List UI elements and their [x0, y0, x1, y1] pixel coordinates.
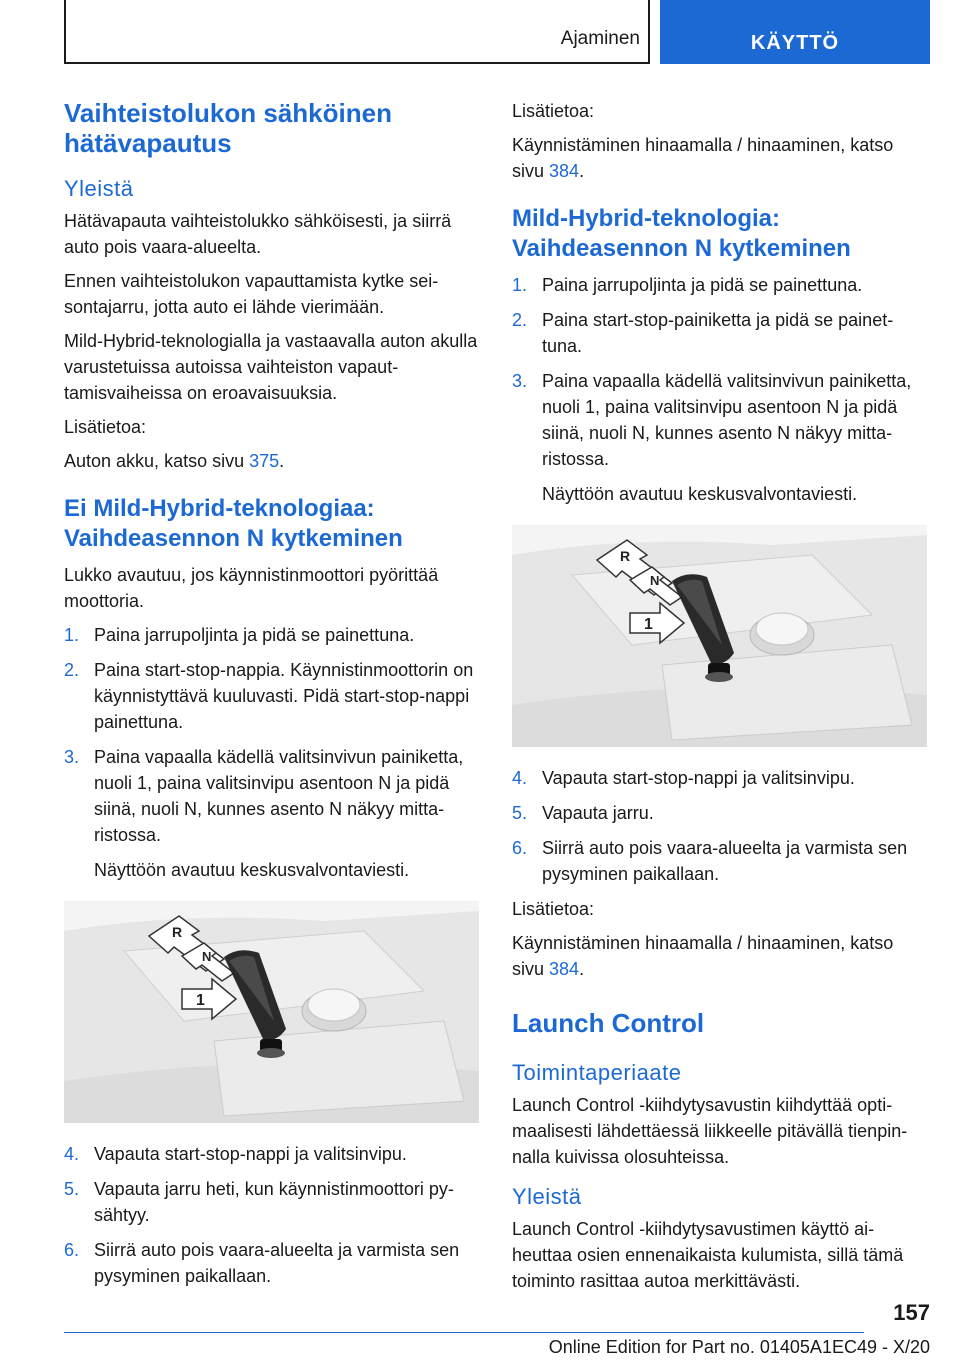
subheading-general: Yleistä	[512, 1184, 582, 1209]
info-text: Käynnistäminen hinaamalla / hinaaminen, katso sivu	[512, 933, 894, 979]
page-link-375[interactable]: 375	[249, 451, 280, 471]
label-n: N	[650, 573, 660, 588]
section-title: Vaihteistolukon sähköinen hätävapautus	[64, 98, 392, 158]
gear-selector-illustration	[64, 901, 479, 1123]
page-number: 157	[893, 1300, 930, 1325]
steps-list	[512, 765, 927, 887]
label-r: R	[620, 548, 631, 564]
list-item: 2. Paina start-stop-nappia. Käynnistinmoottorin on käynnistyttävä kuuluvasti. Pidä start-stop-nappi painettuna.	[64, 660, 474, 732]
info-end: .	[579, 161, 585, 181]
paragraph: Hätävapauta vaihteistolukko sähköisesti, ja siirrä auto pois vaara-alueelta.	[64, 211, 452, 257]
paragraph: Launch Control -kiihdytysavustin kiihdyttää opti-maalisesti lähdettäessä liikkeelle pitävällä tienpin-nalla kuivissa olosuhteissa.	[512, 1095, 908, 1167]
paragraph: Ennen vaihteistolukon vapauttamista kytke sei-sontajarru, jotta auto ei lähde vierimään.	[64, 271, 439, 317]
info-end: .	[579, 959, 585, 979]
list-item: 1. Paina jarrupoljinta ja pidä se painettuna.	[64, 625, 415, 645]
list-item: 6. Siirrä auto pois vaara-alueelta ja varmista sen pysyminen paikallaan.	[512, 838, 908, 884]
list-item: 1. Paina jarrupoljinta ja pidä se painettuna.	[512, 275, 863, 295]
footer-rule	[64, 1332, 864, 1333]
info-label: Lisätietoa:	[512, 101, 595, 121]
info-reference	[512, 930, 927, 982]
gear-selector-drawing	[64, 901, 479, 1123]
header-section-title: Ajaminen	[560, 28, 640, 49]
gear-selector-drawing	[512, 525, 927, 747]
section-intro: Lukko avautuu, jos käynnistinmoottori pyörittää moottoria.	[64, 565, 439, 611]
label-1: 1	[196, 992, 205, 1009]
list-item: 4. Vapauta start-stop-nappi ja valitsinvipu.	[512, 768, 855, 788]
section-heading: Ei Mild-Hybrid-teknologiaa: Vaihdeasennon N kytkeminen	[64, 495, 403, 552]
subheading-general: Yleistä	[64, 176, 134, 201]
launch-control-title: Launch Control	[512, 1008, 705, 1038]
list-item: 2. Paina start-stop-painiketta ja pidä se painet-tuna.	[512, 310, 894, 356]
info-reference	[512, 132, 927, 184]
page-link-384[interactable]: 384	[549, 161, 580, 181]
steps-list	[64, 622, 479, 883]
paragraph: Launch Control -kiihdytysavustimen käyttö ai-heuttaa osien ennenaikaista kulumista, sillä tämä toiminto rasittaa autoa merkittävästi.	[512, 1219, 904, 1291]
paragraph: Mild-Hybrid-teknologialla ja vastaavalla auton akulla varustetuissa autoissa vaihteiston vapaut-tamisvaiheissa on eroavaisuuksia.	[64, 331, 478, 403]
gear-selector-illustration	[512, 525, 927, 747]
edition-note: Online Edition for Part no. 01405A1EC49 - X/20	[548, 1337, 930, 1357]
steps-list	[64, 1141, 479, 1289]
header-chapter-tab: KÄYTTÖ	[660, 0, 930, 64]
info-reference	[64, 448, 479, 474]
list-item: 3. Paina vapaalla kädellä valitsinvivun painiketta, nuoli 1, paina valitsinvipu asentoon N ja pidä siinä, nuoli N, kunnes asento N näkyy mitta-ristossa. Näyttöön avautuu keskusvalvontaviesti.	[512, 368, 927, 507]
left-column	[64, 98, 479, 1298]
list-item: 3. Paina vapaalla kädellä valitsinvivun painiketta, nuoli 1, paina valitsinvipu asentoon N ja pidä siinä, nuoli N, kunnes asento N näkyy mitta-ristossa. Näyttöön avautuu keskusvalvontaviesti.	[64, 744, 479, 883]
list-item: 5. Vapauta jarru.	[512, 803, 654, 823]
steps-list	[512, 272, 927, 507]
page-header	[64, 0, 930, 66]
right-column	[512, 98, 927, 1302]
label-n: N	[202, 949, 212, 964]
info-label: Lisätietoa:	[64, 417, 147, 437]
label-r: R	[172, 924, 183, 940]
page-link-384[interactable]: 384	[549, 959, 580, 979]
list-item: 4. Vapauta start-stop-nappi ja valitsinvipu.	[64, 1144, 407, 1164]
list-item: 5. Vapauta jarru heti, kun käynnistinmoottori py-sähtyy.	[64, 1179, 454, 1225]
info-end: .	[279, 451, 285, 471]
subheading-principle: Toimintaperiaate	[512, 1060, 682, 1085]
section-heading: Mild-Hybrid-teknologia: Vaihdeasennon N kytkeminen	[512, 205, 851, 262]
list-item-note: Näyttöön avautuu keskusvalvontaviesti.	[542, 484, 858, 504]
info-label: Lisätietoa:	[512, 899, 595, 919]
label-1: 1	[644, 616, 653, 633]
info-text: Auton akku, katso sivu	[64, 451, 245, 471]
list-item-note: Näyttöön avautuu keskusvalvontaviesti.	[94, 860, 410, 880]
list-item: 6. Siirrä auto pois vaara-alueelta ja varmista sen pysyminen paikallaan.	[64, 1240, 460, 1286]
info-text: Käynnistäminen hinaamalla / hinaaminen, katso sivu	[512, 135, 894, 181]
